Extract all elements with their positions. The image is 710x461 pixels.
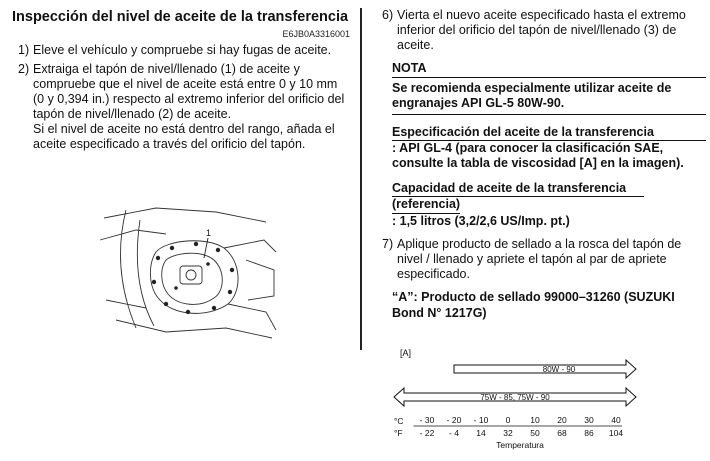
- celsius-tick: 40: [611, 415, 621, 425]
- fahrenheit-tick: - 4: [449, 428, 459, 438]
- celsius-tick: 30: [584, 415, 594, 425]
- celsius-tick: 10: [530, 415, 540, 425]
- celsius-tick: - 30: [419, 415, 435, 425]
- oil-specification: [392, 125, 706, 171]
- right-column: [376, 8, 706, 321]
- capacity-body: : 1,5 litros (3,2/2,6 US/Imp. pt.): [392, 214, 570, 228]
- step-7: [376, 237, 706, 282]
- step-number: 1): [18, 43, 30, 57]
- fahrenheit-tick: 68: [557, 428, 567, 438]
- step-text-continued: Si el nivel de aceite no está dentro del rango, añada el aceite especificado a través del orificio del tapón.: [33, 122, 335, 151]
- transfer-case-illustration: [96, 200, 280, 350]
- oil-capacity: [392, 181, 706, 229]
- viscosity-chart: [380, 346, 700, 458]
- fahrenheit-tick: 104: [608, 428, 624, 438]
- capacity-heading-reference: (referencia): [392, 197, 460, 214]
- column-divider: [360, 8, 362, 350]
- figure-callout-1: 1: [206, 228, 212, 238]
- step-number: 7): [382, 237, 394, 251]
- step-6: [376, 8, 706, 53]
- step-text: Vierta el nuevo aceite especificado hasta el extremo inferior del orificio del tapón de nivel/llenado (3) de aceite.: [397, 8, 686, 52]
- section-title: Inspección del nivel de aceite de la transferencia: [12, 9, 349, 25]
- chart-xlabel: Temperatura: [496, 440, 544, 450]
- spec-body: : API GL-4 (para conocer la clasificación SAE, consulte la tabla de viscosidad [A] en la imagen).: [392, 141, 684, 170]
- note-body: Se recomienda especialmente utilizar aceite de engranajes API GL-5 80W-90.: [392, 81, 706, 115]
- spec-heading: Especificación del aceite de la transferencia: [392, 125, 706, 141]
- celsius-tick: 20: [557, 415, 567, 425]
- celsius-tick: - 10: [473, 415, 489, 425]
- left-column: [12, 8, 350, 152]
- viscosity-range-label: 75W - 85, 75W - 90: [480, 393, 550, 402]
- chart-label: [A]: [400, 348, 412, 358]
- step-1: [12, 43, 350, 58]
- note-heading: NOTA: [392, 61, 706, 78]
- viscosity-range-label: 80W - 90: [542, 365, 576, 374]
- celsius-label: °C: [394, 416, 404, 426]
- fahrenheit-tick: 50: [530, 428, 540, 438]
- fahrenheit-tick: - 22: [419, 428, 435, 438]
- document-code: E6JB0A3316001: [282, 29, 350, 39]
- capacity-heading: Capacidad de aceite de la transferencia: [392, 181, 644, 197]
- fahrenheit-tick: 32: [503, 428, 513, 438]
- step-text: Extraiga el tapón de nivel/llenado (1) de aceite y compruebe que el nivel de aceite está entre 0 y 10 mm (0 y 0,394 in.) respecto al extremo inferior del orificio del tapón de nivel/llenado (2) de aceite.: [33, 62, 345, 121]
- step-number: 2): [18, 62, 30, 76]
- step-2: [12, 62, 350, 152]
- fahrenheit-tick: 86: [584, 428, 594, 438]
- fahrenheit-label: °F: [394, 428, 403, 438]
- step-text: Aplique producto de sellado a la rosca del tapón de nivel / llenado y apriete el tapón al par de apriete especificado.: [397, 237, 682, 281]
- celsius-tick: - 20: [446, 415, 462, 425]
- step-number: 6): [382, 8, 394, 22]
- celsius-tick: 0: [505, 415, 511, 425]
- fahrenheit-tick: 14: [476, 428, 486, 438]
- step-text: Eleve el vehículo y compruebe si hay fugas de aceite.: [33, 43, 332, 57]
- sealant-spec: “A”: Producto de sellado 99000–31260 (SUZUKI Bond N° 1217G): [392, 290, 675, 320]
